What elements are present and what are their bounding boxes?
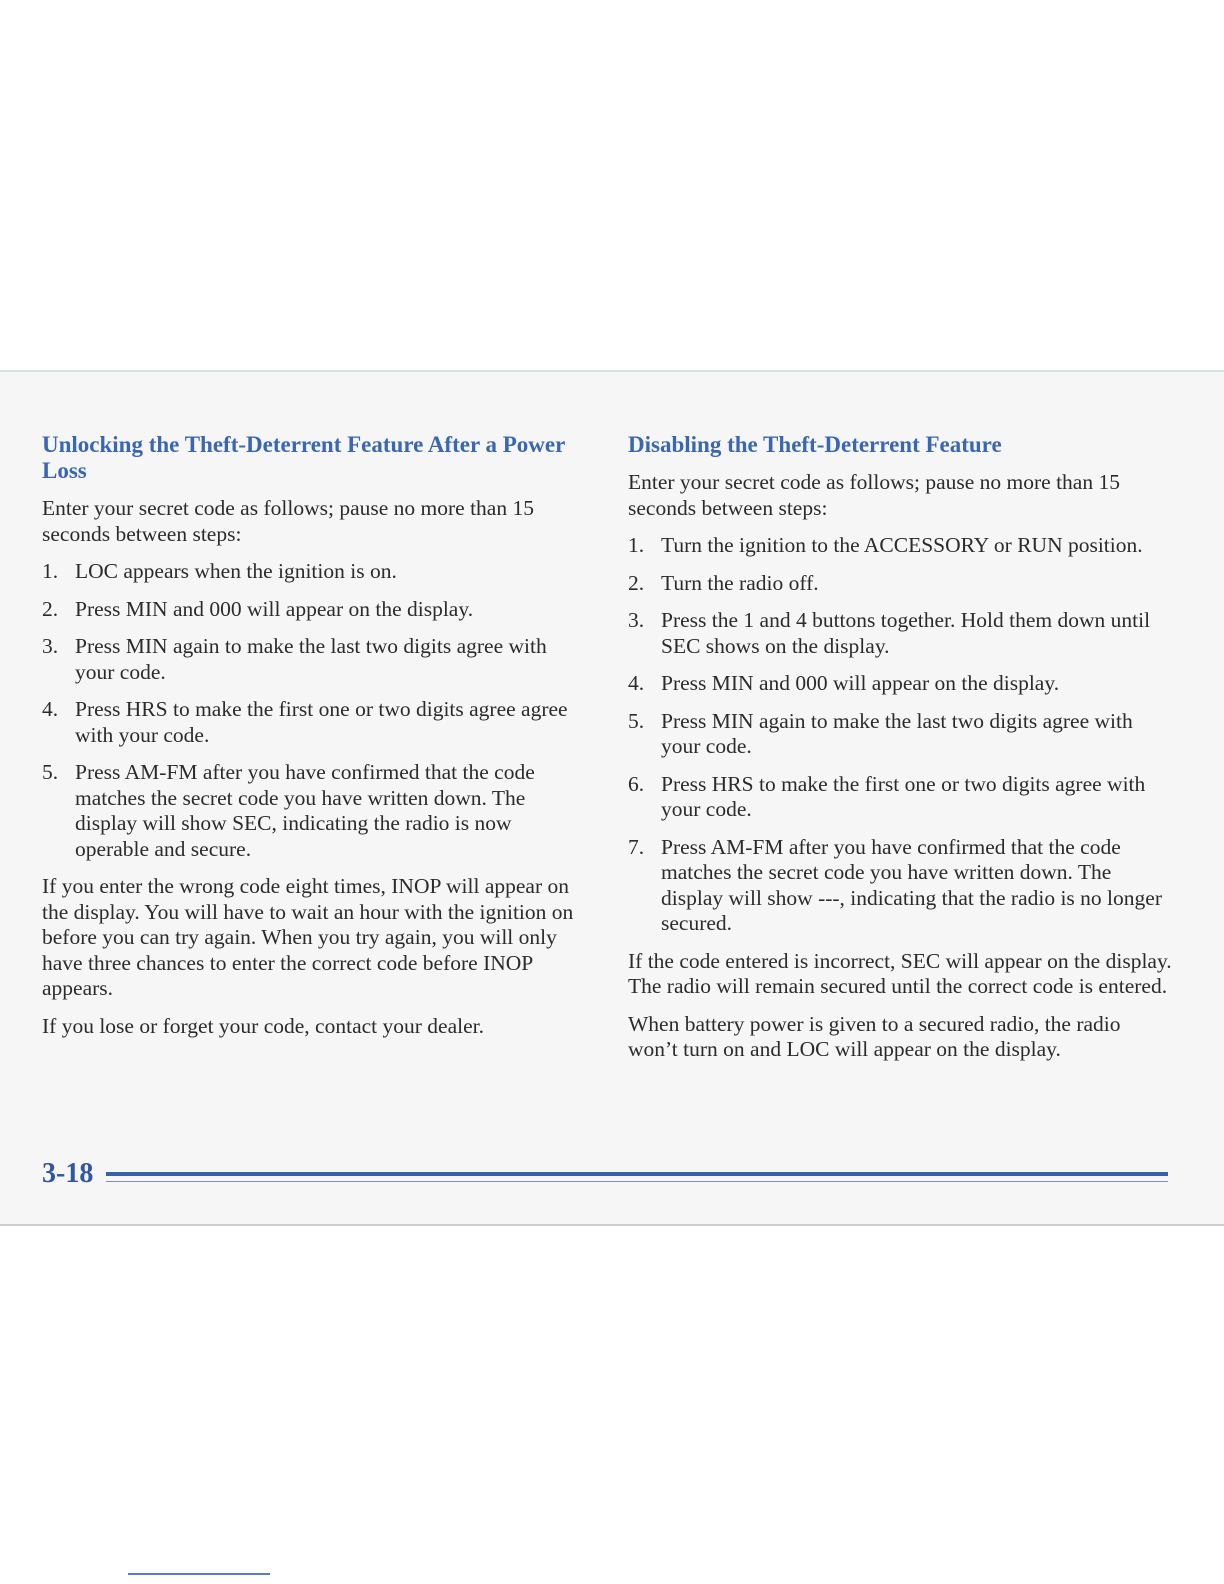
battery-power-paragraph: When battery power is given to a secured radio, the radio won’t turn on and LOC will appear on the display. — [628, 1011, 1121, 1061]
right-column — [628, 432, 1173, 1075]
left-column — [42, 432, 587, 1051]
step-number: 2. — [42, 596, 59, 621]
step-text: Press AM-FM after you have confirmed that the code matches the secret code you have written down. The display will show ---, indicating that the radio is no longer secured. — [661, 834, 1162, 935]
step-number: 2. — [628, 570, 645, 595]
incorrect-code-paragraph: If the code entered is incorrect, SEC will appear on the display. The radio will remain secured until the correct code is entered. — [628, 948, 1172, 998]
step-text: Turn the ignition to the ACCESSORY or RUN position. — [661, 533, 1143, 557]
step-number: 1. — [42, 559, 59, 583]
footer-rule-thin — [106, 1181, 1168, 1182]
step-number: 7. — [628, 834, 645, 859]
step-item — [628, 772, 1173, 823]
step-item — [628, 671, 1173, 697]
section-heading-disabling: Disabling the Theft-Deterrent Feature — [628, 432, 1002, 457]
step-item — [42, 697, 587, 748]
step-number: 5. — [628, 708, 645, 733]
step-item — [628, 709, 1173, 760]
step-text: Press MIN again to make the last two digits agree with your code. — [661, 708, 1133, 758]
step-number: 3. — [628, 608, 645, 632]
intro-paragraph: Enter your secret code as follows; pause no more than 15 seconds between steps: — [42, 496, 534, 546]
step-item — [628, 835, 1173, 937]
lost-code-paragraph: If you lose or forget your code, contact your dealer. — [42, 1013, 484, 1038]
step-item — [628, 533, 1173, 559]
intro-paragraph: Enter your secret code as follows; pause no more than 15 seconds between steps: — [628, 470, 1120, 520]
step-text: LOC appears when the ignition is on. — [75, 559, 397, 583]
step-number: 5. — [42, 760, 59, 784]
footer-rule — [106, 1172, 1168, 1176]
step-item — [42, 559, 587, 585]
unlock-steps-list — [42, 559, 587, 862]
bottom-decorative-rule — [128, 1573, 270, 1575]
step-number: 3. — [42, 634, 59, 658]
step-text: Press MIN again to make the last two digits agree with your code. — [75, 634, 547, 684]
step-text: Press HRS to make the first one or two digits agree with your code. — [661, 771, 1146, 821]
manual-page — [0, 370, 1224, 1226]
step-text: Press HRS to make the first one or two digits agree agree with your code. — [75, 697, 568, 747]
section-heading-unlocking: Unlocking the Theft-Deterrent Feature After a Power Loss — [42, 432, 565, 483]
step-text: Press MIN and 000 will appear on the display. — [661, 671, 1060, 695]
step-text: Press MIN and 000 will appear on the display. — [75, 596, 474, 621]
step-item — [42, 597, 587, 623]
step-text: Press the 1 and 4 buttons together. Hold them down until SEC shows on the display. — [661, 608, 1151, 658]
step-text: Press AM-FM after you have confirmed that the code matches the secret code you have written down. The display will show SEC, indicating the radio is now operable and secure. — [75, 760, 535, 861]
page-number: 3-18 — [42, 1158, 94, 1189]
step-item — [42, 760, 587, 862]
wrong-code-paragraph: If you enter the wrong code eight times, INOP will appear on the display. You will have to wait an hour with the ignition on before you can try again. When you try again, you will only have three chances to enter the correct code before INOP appears. — [42, 874, 574, 1000]
disable-steps-list — [628, 533, 1173, 937]
step-number: 4. — [628, 671, 645, 695]
step-item — [628, 571, 1173, 597]
step-text: Turn the radio off. — [661, 570, 819, 595]
step-number: 1. — [628, 533, 645, 557]
step-item — [628, 608, 1173, 659]
step-number: 4. — [42, 697, 59, 721]
step-item — [42, 634, 587, 685]
step-number: 6. — [628, 771, 645, 796]
